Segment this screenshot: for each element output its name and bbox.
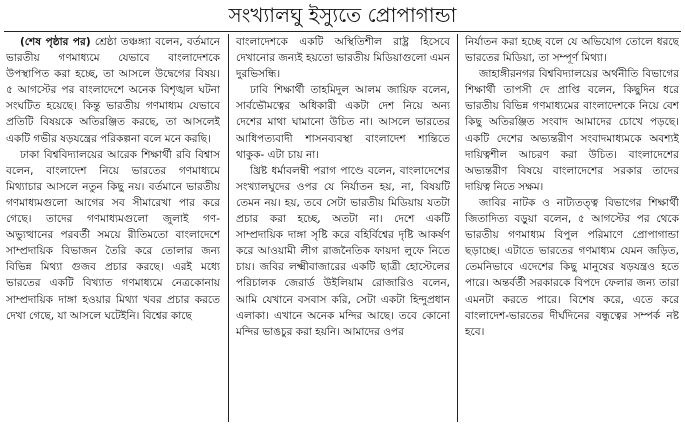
headline-rule: [4, 31, 681, 32]
continued-from-label: (শেষ পৃষ্ঠার পর): [20, 36, 91, 48]
paragraph: [236, 82, 450, 162]
paragraph-text: ঢাবি শিক্ষার্থী তাহমিদুল আলম জায়িফ বলেন, সার্বভৌমত্বের অধিকারী একটা দেশ নিয়ে অন্য দেশের মাথা ঘামানো উচিত না। আসলে ভারতের আধিপত্যবাদী শাসনব্যবস্থা বাংলাদেশ শান্তিতে থাকুক- এটা চায় না।: [236, 84, 450, 161]
paragraph-text: নির্যাতন করা হচ্ছে বলে যে অভিযোগ তোলে ধরছে ভারতের মিডিয়া, তা সম্পূর্ণ মিথ্যা।: [465, 36, 679, 65]
paragraph-text: জাবির নাটক ও নাট্যতত্ত্ব বিভাগের শিক্ষার্থী জিতাদিত্য বড়ুয়া বলেন, ৫ আগস্টের পর থেকে ভারতীয় গণমাধ্যম বিপুল পরিমাণে প্রোপাগান্ডা ছড়াচ্ছে। এটাতে ভারতের গণমাধ্যম যেমন জড়িত, তেমনিভাবে এদেশের কিছু মানুষের ষড়যন্ত্রও হতে পারে। অন্তর্বর্তী সরকারকে বিপদে ফেলার জন্য তারা এমনটা করতে পারে। বিশেষ করে, এতে করে বাংলাদেশ-ভারতের দীর্ঘদিনের বন্ধুত্বের সম্পর্ক নষ্ট হবে।: [465, 196, 679, 338]
paragraph: [6, 147, 220, 324]
paragraph: [465, 195, 679, 340]
paragraph-text: জাহাঙ্গীরনগর বিশ্ববিদ্যালয়ের অর্থনীতি বিভাগের শিক্ষার্থী তাপসী দে প্রাপ্তি বলেন, কিছুদিন ধরে ভারতীয় বিভিন্ন গণমাধ্যমের বাংলাদেশকে নিয়ে বেশ কিছু অতিরঞ্জিত সংবাদ আমাদের চোখে পড়ছে। একটি দেশের অভ্যন্তরীণ সংবাদমাধ্যমকে অবশ্যই দায়িত্বশীল আচরণ করা উচিত। বাংলাদেশের অভ্যন্তরীণ বিষয়ে বাংলাদেশের সরকার তাদের দায়িত্ব নিতে সক্ষম।: [465, 68, 679, 193]
paragraph-text: খ্রিষ্ট ধর্মাবলম্বী পরাগ পাণ্ডে বলেন, বাংলাদেশের সংখ্যালঘুদের ওপর যে নির্যাতন হয়, না, বিষয়টি তেমন নয়। হয়, তবে সেটা ভারতীয় মিডিয়ায় যতটা প্রচার করা হচ্ছে, অতটা না। দেশে একটি সাম্প্রদায়িক দাঙ্গা সৃষ্টি করে বহির্বিশ্বের দৃষ্টি আকর্ষণ করে আওয়ামী লীগ রাজনৈতিক ফায়দা লুফে নিতে চায়। জবির লক্ষ্মীবাজারের একটি ছাত্রী হোস্টেলের পরিচালক জেরার্ড উইলিয়াম রোজারিও বলেন, আমি যেখানে বসবাস করি, সেটা একটা হিন্দুপ্রধান এলাকা। এখানে অনেক মন্দির আছে। তবে কোনো মন্দির ভাঙচুর করা হয়নি। আমাদের ওপর: [236, 164, 450, 338]
paragraph: [236, 34, 450, 82]
paragraph: [465, 34, 679, 66]
paragraph-text: শ্রেষ্ঠা তঞ্চঙ্গ্যা বলেন, বর্তমানে ভারতীয় গণমাধ্যমে যেভাবে বাংলাদেশকে উপস্থাপিত করা হচ্ছে, তা আসলে উদ্বেগের বিষয়। ৫ আগস্টের পর বাংলাদেশে অনেক বিশৃঙ্খল ঘটনা সংঘটিত হয়েছে। কিন্তু ভারতীয় গণমাধ্যম যেভাবে প্রতিটি বিষয়কে অতিরঞ্জিত করছে, তা আসলেই একটি গভীর ষড়যন্ত্রের পরিকল্পনা বলে মনে করছি।: [6, 36, 220, 145]
paragraph: [465, 66, 679, 195]
column-1: [6, 34, 220, 422]
paragraph: [236, 163, 450, 340]
paragraph-text: বাংলাদেশকে একটি অস্থিতিশীল রাষ্ট্র হিসেবে দেখানোর জন্যই হয়তো ভারতীয় মিডিয়াগুলো এমন দুরভিসন্ধি।: [236, 36, 450, 81]
column-divider: [457, 34, 458, 422]
paragraph-text: ঢাকা বিশ্ববিদ্যালয়ের আরেক শিক্ষার্থী রবি বিশ্বাস বলেন, বাংলাদেশ নিয়ে ভারতের গণমাধ্যমে মিথ্যাচার আসলে নতুন কিছু নয়। বর্তমানে ভারতীয় গণমাধ্যমগুলো আগের সব সীমারেখা পার করে গেছে। তাদের গণমাধ্যমগুলো জুলাই গণ-অভ্যুত্থানের পরবর্তী সময়ে রীতিমতো বাংলাদেশে সাম্প্রদায়িক বিভাজন তৈরি করে তোলার জন্য বিভিন্ন মিথ্যা গুজব প্রচার করছে। এরই মধ্যে ভারতের একটি বিখ্যাত গণমাধ্যমে নেত্রকোনায় সাম্প্রদায়িক দাঙ্গা হওয়ার মিথ্যা খবর প্রচার করতে দেখা গেছে, যা আসলে ঘটেইনি। বিশ্বের কাছে: [6, 148, 220, 322]
headline: সংখ্যালঘু ইস্যুতে প্রোপাগান্ডা: [228, 3, 457, 27]
column-3: [465, 34, 679, 422]
paragraph: [6, 34, 220, 147]
column-divider: [228, 34, 229, 422]
column-2: [236, 34, 450, 422]
